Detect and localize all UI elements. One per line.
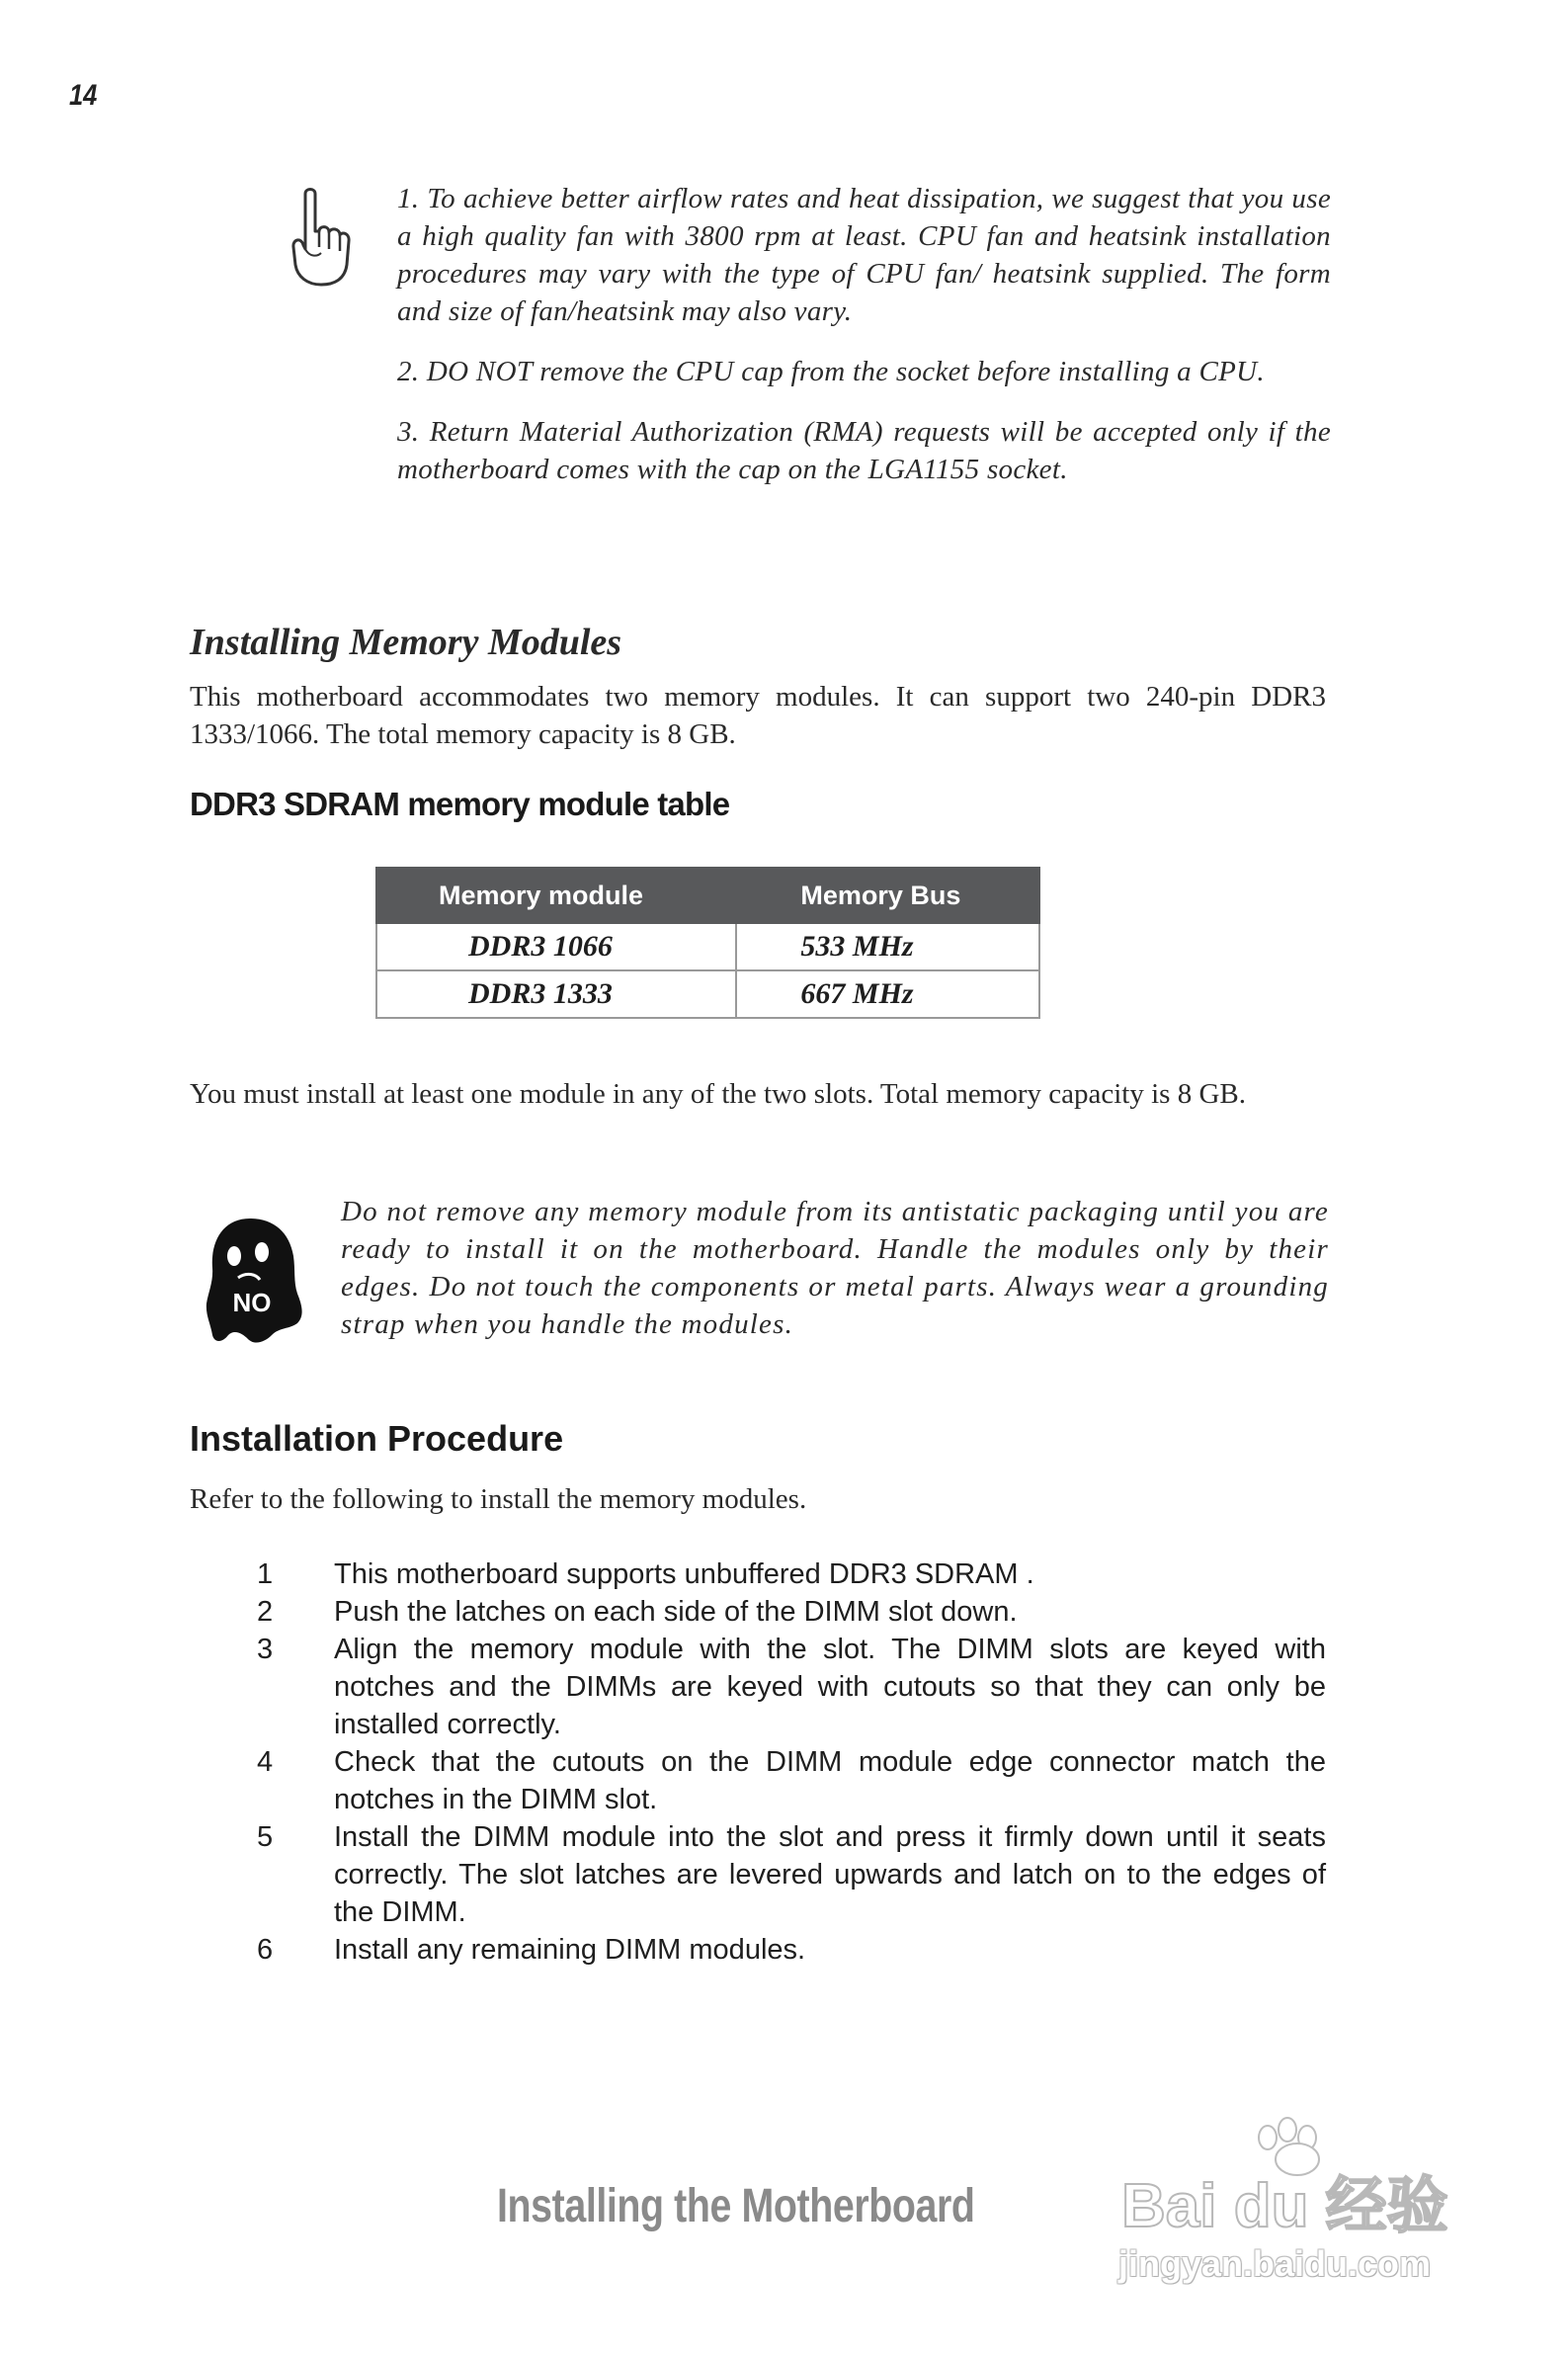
pointing-hand-icon bbox=[284, 188, 353, 287]
watermark-logo-text: Bai du 经验 bbox=[1121, 2172, 1448, 2240]
table-cell-bus: 533 MHz bbox=[736, 923, 1039, 970]
list-item bbox=[257, 1593, 1326, 1631]
memory-warning-text: Do not remove any memory module from its antistatic packaging until you are ready to install it on the motherboard. Handle the modules only by their edges. Do not touch the components or metal parts. Always wear a grounding strap when you handle the modules. bbox=[341, 1196, 1329, 1340]
cpu-note-3: 3. Return Material Authorization (RMA) requests will be accepted only if the motherboard comes with the cap on the LGA1155 socket. bbox=[397, 416, 1331, 485]
step-text: Install the DIMM module into the slot and press it firmly down until it seats correctly. The slot latches are levered upwards and latch on to the edges of the DIMM. bbox=[334, 1821, 1326, 1928]
procedure-steps bbox=[257, 1555, 1326, 1969]
list-item bbox=[257, 1818, 1326, 1931]
memory-slot-note: You must install at least one module in any of the two slots. Total memory capacity is 8 GB. bbox=[190, 1078, 1246, 1110]
step-number: 1 bbox=[257, 1558, 274, 1590]
no-icon-label: NO bbox=[232, 1288, 272, 1317]
step-text: Align the memory module with the slot. The DIMM slots are keyed with notches and the DIMMs are keyed with cutouts so that they can only be installed correctly. bbox=[334, 1634, 1326, 1740]
table-cell-module: DDR3 1066 bbox=[376, 923, 736, 970]
step-text: Install any remaining DIMM modules. bbox=[334, 1934, 806, 1966]
list-item bbox=[257, 1743, 1326, 1818]
step-number: 6 bbox=[257, 1934, 274, 1966]
table-row bbox=[376, 970, 1039, 1018]
cpu-note-2: 2. DO NOT remove the CPU cap from the socket before installing a CPU. bbox=[397, 356, 1265, 387]
table-header-module: Memory module bbox=[376, 868, 736, 923]
procedure-heading: Installation Procedure bbox=[190, 1418, 564, 1459]
step-text: This motherboard supports unbuffered DDR3 SDRAM . bbox=[334, 1558, 1034, 1590]
table-cell-bus: 667 MHz bbox=[736, 970, 1039, 1018]
table-cell-module: DDR3 1333 bbox=[376, 970, 736, 1018]
memory-intro: This motherboard accommodates two memory modules. It can support two 240-pin DDR3 1333/1066. The total memory capacity is 8 GB. bbox=[190, 681, 1326, 750]
list-item bbox=[257, 1555, 1326, 1593]
no-warning-icon bbox=[203, 1213, 305, 1345]
step-number: 3 bbox=[257, 1634, 274, 1665]
table-row bbox=[376, 923, 1039, 970]
step-number: 2 bbox=[257, 1596, 274, 1628]
watermark-caption: jingyan.baidu.com bbox=[1118, 2243, 1432, 2284]
footer-section-title: Installing the Motherboard bbox=[497, 2180, 975, 2232]
procedure-intro: Refer to the following to install the memory modules. bbox=[190, 1483, 807, 1515]
memory-module-table bbox=[375, 867, 1040, 1019]
list-item bbox=[257, 1931, 1326, 1969]
list-item bbox=[257, 1631, 1326, 1743]
table-header-bus: Memory Bus bbox=[736, 868, 1039, 923]
step-number: 5 bbox=[257, 1821, 274, 1853]
memory-table-heading: DDR3 SDRAM memory module table bbox=[190, 786, 730, 822]
step-number: 4 bbox=[257, 1746, 274, 1778]
step-text: Check that the cutouts on the DIMM module edge connector match the notches in the DIMM slot. bbox=[334, 1746, 1326, 1815]
cpu-note-1: 1. To achieve better airflow rates and heat dissipation, we suggest that you use a high quality fan with 3800 rpm at least. CPU fan and heatsink installation procedures may vary with the type of CPU fan/ heatsink supplied. The form and size of fan/heatsink may also vary. bbox=[397, 183, 1331, 327]
page-number: 14 bbox=[69, 79, 98, 112]
step-text: Push the latches on each side of the DIMM slot down. bbox=[334, 1596, 1018, 1628]
memory-section-heading: Installing Memory Modules bbox=[190, 622, 622, 663]
